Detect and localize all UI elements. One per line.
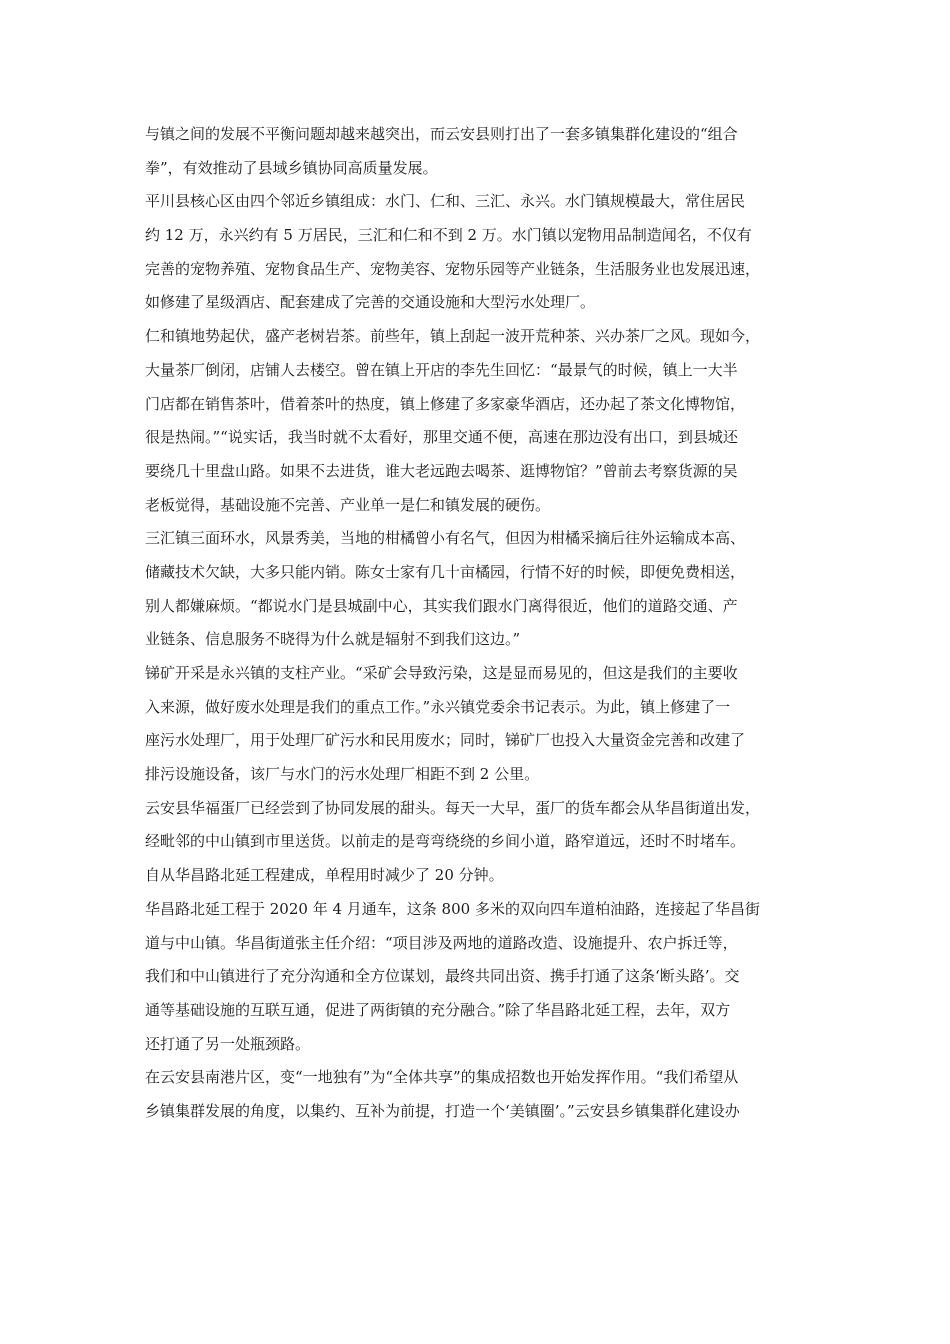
paragraph bbox=[145, 792, 860, 893]
text-line: 排污设施设备，该厂与水门的污水处理厂相距不到 2 公里。 bbox=[145, 765, 540, 784]
text-line: 拳”，有效推动了县域乡镇协同高质量发展。 bbox=[145, 158, 438, 177]
text-line: 我们和中山镇进行了充分沟通和全方位谋划，最终共同出资、携手打通了这条‘断头路’。交 bbox=[145, 967, 740, 986]
text-line: 平川县核心区由四个邻近乡镇组成：水门、仁和、三汇、永兴。水门镇规模最大，常住居民 bbox=[145, 192, 746, 211]
paragraph bbox=[145, 185, 860, 320]
paragraph bbox=[145, 657, 860, 792]
paragraph bbox=[145, 320, 860, 522]
text-line: 业链条、信息服务不晓得为什么就是辐射不到我们这边。” bbox=[145, 630, 521, 649]
text-line: 座污水处理厂，用于处理厂矿污水和民用废水；同时，锑矿厂也投入大量资金完善和改建了 bbox=[145, 731, 746, 750]
text-line: 三汇镇三面环水，风景秀美，当地的柑橘曾小有名气，但因为柑橘采摘后往外运输成本高、 bbox=[145, 529, 746, 548]
text-line: 经毗邻的中山镇到市里送货。以前走的是弯弯绕绕的乡间小道，路窄道远，还时不时堵车。 bbox=[145, 832, 746, 851]
paragraph bbox=[145, 118, 860, 185]
text-line: 老板觉得，基础设施不完善、产业单一是仁和镇发展的硬伤。 bbox=[145, 495, 551, 514]
text-line: 门店都在销售茶叶，借着茶叶的热度，镇上修建了多家豪华酒店，还办起了茶文化博物馆， bbox=[145, 394, 746, 413]
text-line: 储藏技术欠缺，大多只能内销。陈女士家有几十亩橘园，行情不好的时候，即便免费相送， bbox=[145, 562, 746, 581]
document-body bbox=[145, 118, 860, 1129]
text-line: 道与中山镇。华昌街道张主任介绍：“项目涉及两地的道路改造、设施提升、农户拆迁等， bbox=[145, 933, 738, 952]
paragraph bbox=[145, 522, 860, 657]
text-line: 华昌路北延工程于 2020 年 4 月通车，这条 800 多米的双向四车道柏油路，连接起了华昌街 bbox=[145, 899, 760, 918]
text-line: 约 12 万，永兴约有 5 万居民，三汇和仁和不到 2 万。水门镇以宠物用品制造闻名，不仅有 bbox=[145, 226, 752, 245]
text-line: 还打通了另一处瓶颈路。 bbox=[145, 1034, 311, 1053]
text-line: 云安县华福蛋厂已经尝到了协同发展的甜头。每天一大早，蛋厂的货车都会从华昌街道出发， bbox=[145, 798, 761, 817]
text-line: 锑矿开采是永兴镇的支柱产业。“采矿会导致污染，这是显而易见的，但这是我们的主要收 bbox=[145, 664, 738, 682]
text-line: 通等基础设施的互联互通，促进了两街镇的充分融合。”除了华昌路北延工程，去年，双方 bbox=[145, 1000, 731, 1019]
paragraph bbox=[145, 893, 860, 1061]
text-line: 在云安县南港片区，变“一地独有”为“全体共享”的集成招数也开始发挥作用。“我们希望从 bbox=[145, 1068, 739, 1087]
text-line: 完善的宠物养殖、宠物食品生产、宠物美容、宠物乐园等产业链条，生活服务业也发展迅速， bbox=[145, 259, 761, 278]
text-line: 乡镇集群发展的角度，以集约、互补为前提，打造一个‘美镇圈’。”云安县乡镇集群化建设办 bbox=[145, 1101, 740, 1120]
paragraph bbox=[145, 1061, 860, 1128]
text-line: 大量茶厂倒闭，店铺人去楼空。曾在镇上开店的李先生回忆：“最景气的时候，镇上一大半 bbox=[145, 360, 738, 379]
text-line: 入来源，做好废水处理是我们的重点工作。”永兴镇党委余书记表示。为此，镇上修建了一 bbox=[145, 697, 731, 716]
text-line: 要绕几十里盘山路。如果不去进货，谁大老远跑去喝茶、逛博物馆？”曾前去考察货源的吴 bbox=[145, 461, 738, 480]
text-line: 自从华昌路北延工程建成，单程用时减少了 20 分钟。 bbox=[145, 866, 504, 885]
text-line: 仁和镇地势起伏，盛产老树岩茶。前些年，镇上刮起一波开荒种茶、兴办茶厂之风。现如今， bbox=[145, 327, 761, 346]
text-line: 如修建了星级酒店、配套建成了完善的交通设施和大型污水处理厂。 bbox=[145, 293, 596, 312]
text-line: 很是热闹。”“说实话，我当时就不太看好，那里交通不便，高速在那边没有出口，到县城还 bbox=[145, 428, 738, 447]
text-line: 与镇之间的发展不平衡问题却越来越突出，而云安县则打出了一套多镇集群化建设的“组合 bbox=[145, 125, 738, 143]
text-line: 别人都嫌麻烦。“都说水门是县城副中心，其实我们跟水门离得很近，他们的道路交通、产 bbox=[145, 596, 738, 615]
